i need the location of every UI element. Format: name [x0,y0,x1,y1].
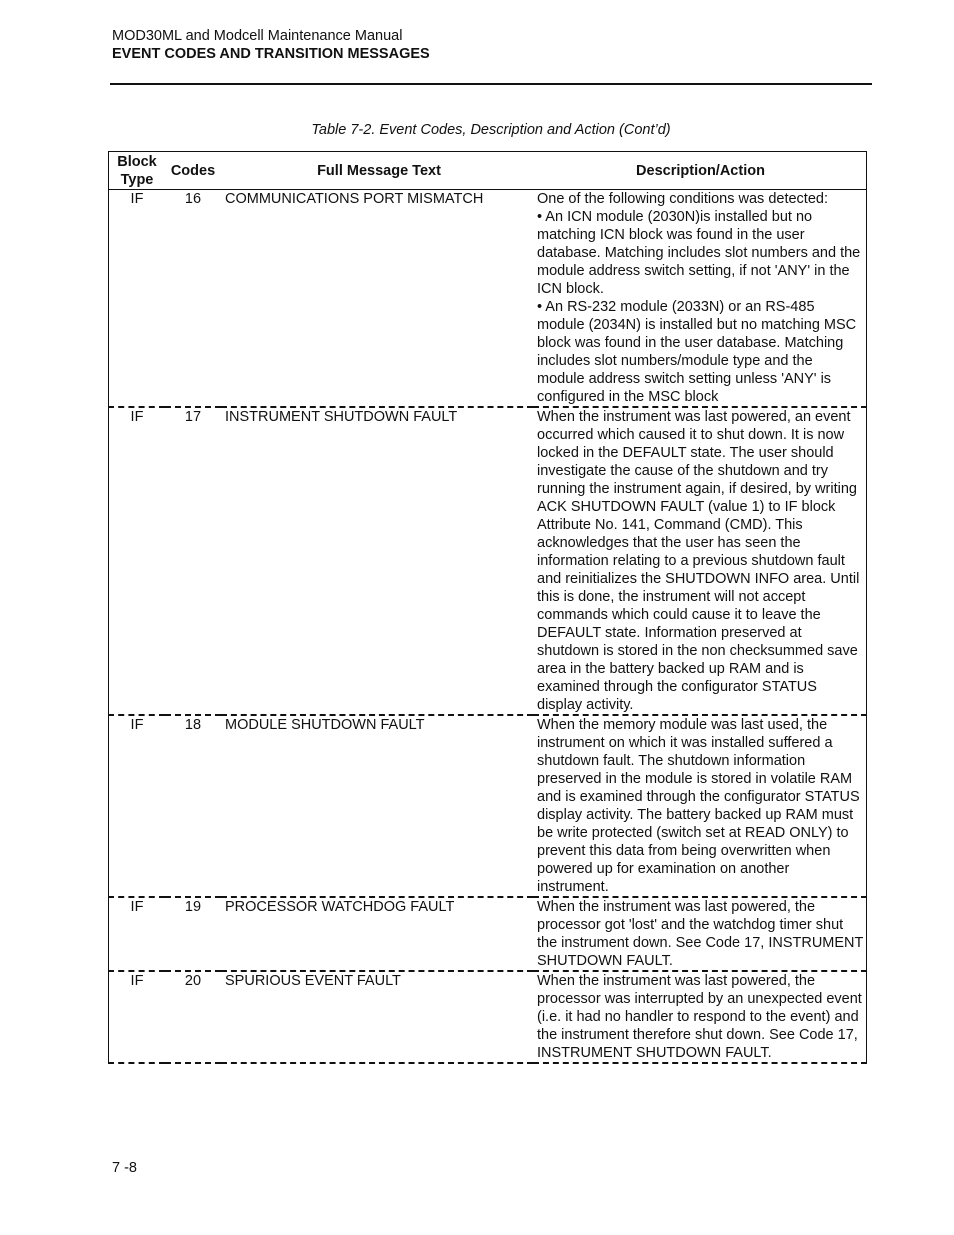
page-number: 7 -8 [112,1160,137,1176]
message-cell: SPURIOUS EVENT FAULT [221,971,533,1063]
description-cell [533,407,867,715]
block-type-cell: IF [109,715,166,897]
description-text: When the instrument was last powered, the processor was interrupted by an unexpected event (i.e. it had no handler to respond to the event) and the instrument therefore shut down. See Code 17, INSTRUMENT SHUTDOWN FAULT. [537,973,862,1061]
section-title: EVENT CODES AND TRANSITION MESSAGES [112,46,430,62]
column-header-description: Description/Action [533,152,867,190]
page-header [112,27,430,63]
message-cell: MODULE SHUTDOWN FAULT [221,715,533,897]
table-row [109,407,867,715]
description-text: When the memory module was last used, the instrument on which it was installed suffered a shutdown fault. The shutdown information preserved in the module is stored in volatile RAM and is examined through the configurator STATUS display activity. The battery backed up RAM must be write protected (switch set at READ ONLY) to prevent this data from being overwritten when powered up for examination on another instrument. [537,717,860,895]
description-cell [533,897,867,971]
description-cell [533,715,867,897]
table-row [109,897,867,971]
block-type-cell: IF [109,190,166,408]
manual-title: MOD30ML and Modcell Maintenance Manual [112,28,403,44]
code-cell: 18 [165,715,221,897]
block-type-cell: IF [109,407,166,715]
column-header-message: Full Message Text [221,152,533,190]
table-caption: Table 7-2. Event Codes, Description and Action (Cont’d) [311,122,671,138]
code-cell: 19 [165,897,221,971]
event-codes-table [108,151,867,1064]
description-bullet: • An ICN module (2030N)is installed but no matching ICN block was found in the user database. Matching includes slot numbers and the module address switch setting, if not 'ANY' in the ICN block. [537,209,861,297]
header-rule [110,83,872,85]
table-row [109,715,867,897]
description-text: One of the following conditions was detected: [537,191,828,207]
block-type-cell: IF [109,897,166,971]
description-cell [533,971,867,1063]
message-cell: PROCESSOR WATCHDOG FAULT [221,897,533,971]
table-header-row [109,152,867,190]
description-bullet: • An RS-232 module (2033N) or an RS-485 module (2034N) is installed but no matching MSC block was found in the user database. Matching includes slot numbers/module type and the module address switch setting unless 'ANY' is configured in the MSC block [537,299,857,405]
column-header-codes: Codes [165,152,221,190]
column-header-block-type: Block Type [109,152,166,190]
message-cell: INSTRUMENT SHUTDOWN FAULT [221,407,533,715]
table-row [109,190,867,408]
block-type-cell: IF [109,971,166,1063]
description-text: When the instrument was last powered, an event occurred which caused it to shut down. It is now locked in the DEFAULT state. The user should investigate the cause of the shutdown and try running the instrument again, if desired, by writing ACK SHUTDOWN FAULT (value 1) to IF block Attribute No. 141, Command (CMD). This acknowledges that the user has seen the information relating to a previous shutdown fault and reinitializes the SHUTDOWN INFO area. Until this is done, the instrument will not accept commands which could cause it to leave the DEFAULT state. Information preserved at shutdown is stored in the non checksummed save area in the battery backed up RAM and is examined through the configurator STATUS display activity. [537,409,860,713]
message-cell: COMMUNICATIONS PORT MISMATCH [221,190,533,408]
description-text: When the instrument was last powered, the processor got 'lost' and the watchdog timer shut the instrument down. See Code 17, INSTRUMENT SHUTDOWN FAULT. [537,899,864,969]
description-cell [533,190,867,408]
table-row [109,971,867,1063]
code-cell: 17 [165,407,221,715]
code-cell: 16 [165,190,221,408]
code-cell: 20 [165,971,221,1063]
